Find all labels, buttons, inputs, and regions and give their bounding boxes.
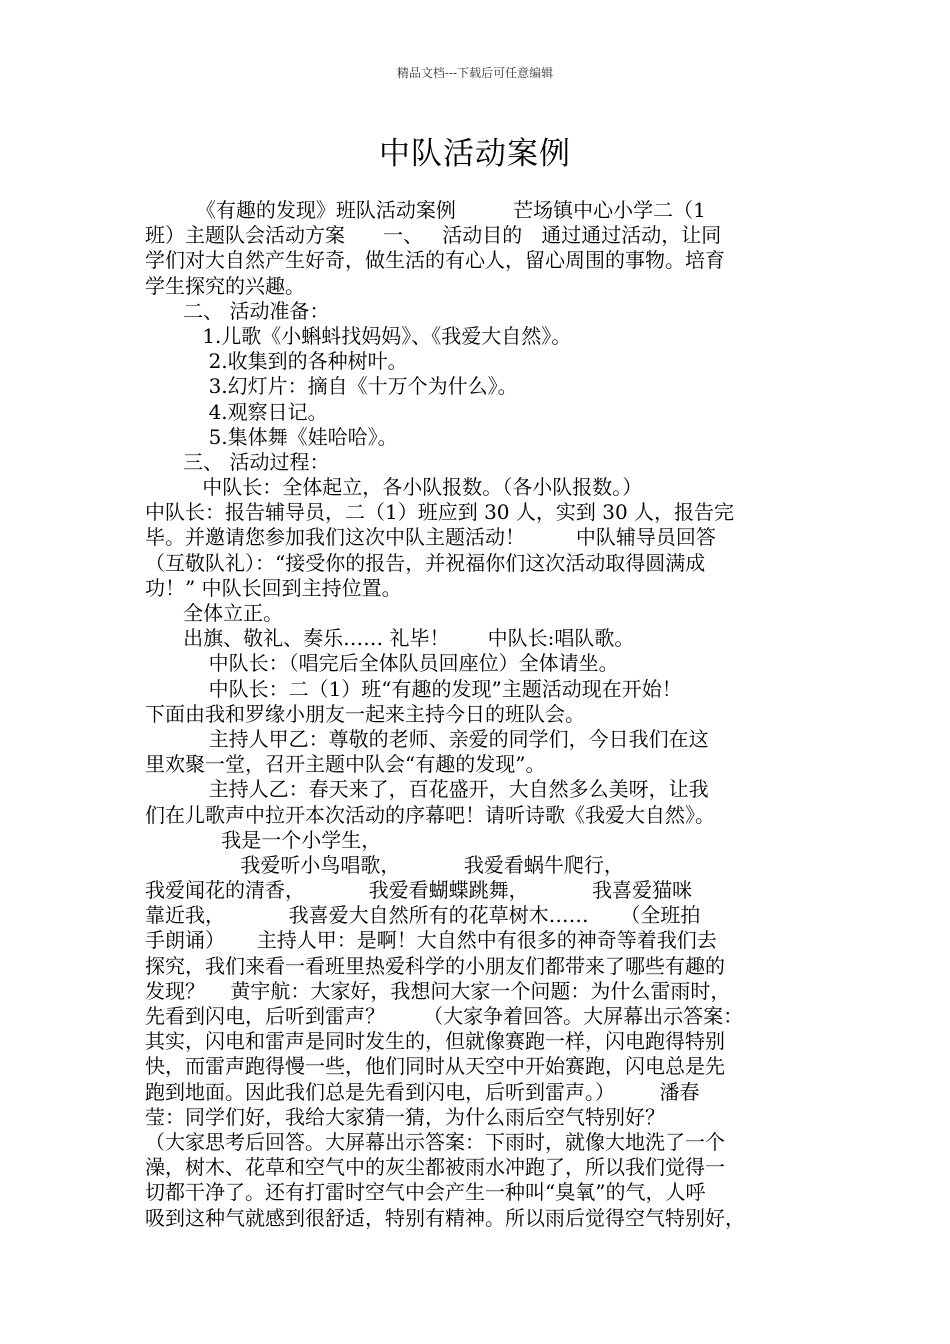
text-line: 里欢聚一堂，召开主题中队会“有趣的发现”。 — [145, 752, 546, 777]
text-line: 3.幻灯片：摘自《十万个为什么》。 — [145, 374, 518, 399]
text-line: 5.集体舞《娃哈哈》。 — [145, 424, 398, 449]
text-line: 探究，我们来看一看班里热爱科学的小朋友们都带来了哪些有趣的 — [145, 953, 725, 978]
text-line: 发现？ 黄宇航：大家好，我想问大家一个问题：为什么雷雨时， — [145, 978, 731, 1003]
text-line: 1.儿歌《小蝌蚪找妈妈》、《我爱大自然》。 — [145, 323, 572, 348]
text-line: 二、 活动准备： — [145, 298, 330, 323]
text-line: （互敬队礼）：“接受你的报告，并祝福你们这次活动取得圆满成 — [145, 550, 706, 575]
document-title: 中队活动案例 — [379, 136, 571, 172]
text-line: 吸到这种气就感到很舒适，特别有精神。所以雨后觉得空气特别好， — [145, 1205, 745, 1230]
text-line: 三、 活动过程： — [145, 449, 330, 474]
text-line: 快，而雷声跑得慢一些，他们同时从天空中开始赛跑，闪电总是先 — [145, 1054, 725, 1079]
text-line: 班）主题队会活动方案 一、 活动目的 通过通过活动，让同 — [145, 223, 722, 248]
text-line: 们在儿歌声中拉开本次活动的序幕吧！请听诗歌《我爱大自然》。 — [145, 802, 715, 827]
text-line: 功！” 中队长回到主持位置。 — [145, 575, 402, 600]
text-line: 莹：同学们好，我给大家猜一猜，为什么雨后空气特别好？ — [145, 1104, 665, 1129]
text-line: 主持人乙：春天来了，百花盛开，大自然多么美呀，让我 — [145, 777, 709, 802]
text-line: 《有趣的发现》班队活动案例 芒场镇中心小学二（1 — [145, 198, 706, 222]
text-line: 我爱听小鸟唱歌， 我爱看蜗牛爬行， — [145, 852, 624, 877]
text-line: （大家思考后回答。大屏幕出示答案：下雨时，就像大地洗了一个 — [145, 1129, 725, 1154]
text-line: 2.收集到的各种树叶。 — [145, 349, 408, 374]
text-line: 下面由我和罗缘小朋友一起来主持今日的班队会。 — [145, 701, 585, 726]
text-line: 4.观察日记。 — [145, 399, 328, 424]
text-line: 中队长：二（1）班“有趣的发现”主题活动现在开始！ — [145, 676, 682, 701]
text-line: 切都干净了。还有打雷时空气中会产生一种叫“臭氧”的气，人呼 — [145, 1180, 706, 1205]
text-line: 其实，闪电和雷声是同时发生的，但就像赛跑一样，闪电跑得特别 — [145, 1029, 725, 1054]
page-header: 精品文档---下载后可任意编辑 — [396, 66, 554, 80]
text-line: 中队长：全体起立，各小队报数。（各小队报数。） — [145, 475, 643, 500]
text-line: 手朗诵） 主持人甲：是啊！大自然中有很多的神奇等着我们去 — [145, 928, 717, 953]
text-line: 全体立正。 — [145, 601, 284, 625]
text-line: 我爱闻花的清香， 我爱看蝴蝶跳舞， 我喜爱猫咪 — [145, 878, 693, 903]
text-line: 澡，树木、花草和空气中的灰尘都被雨水冲跑了，所以我们觉得一 — [145, 1155, 725, 1180]
text-line: 学们对大自然产生好奇，做生活的有心人，留心周围的事物。培育 — [145, 248, 725, 273]
text-line: 学生探究的兴趣。 — [145, 273, 305, 298]
text-line: 中队长：（唱完后全体队员回座位）全体请坐。 — [145, 651, 619, 676]
text-line: 跑到地面。因此我们总是先看到闪电，后听到雷声。） 潘春 — [145, 1079, 700, 1104]
document-body — [145, 198, 813, 1231]
text-line: 主持人甲乙：尊敬的老师、亲爱的同学们，今日我们在这 — [145, 726, 709, 751]
text-line: 我是一个小学生， — [145, 827, 382, 852]
text-line: 中队长：报告辅导员，二（1）班应到 30 人，实到 30 人，报告完 — [145, 500, 735, 525]
text-line: 靠近我， 我喜爱大自然所有的花草树木…… （全班拍 — [145, 903, 701, 928]
text-line: 先看到闪电，后听到雷声？ （大家争着回答。大屏幕出示答案： — [145, 1004, 744, 1028]
text-line: 毕。并邀请您参加我们这次中队主题活动！ 中队辅导员回答 — [145, 525, 716, 550]
text-line: 出旗、敬礼、奏乐…… 礼毕！ 中队长:唱队歌。 — [145, 626, 635, 651]
